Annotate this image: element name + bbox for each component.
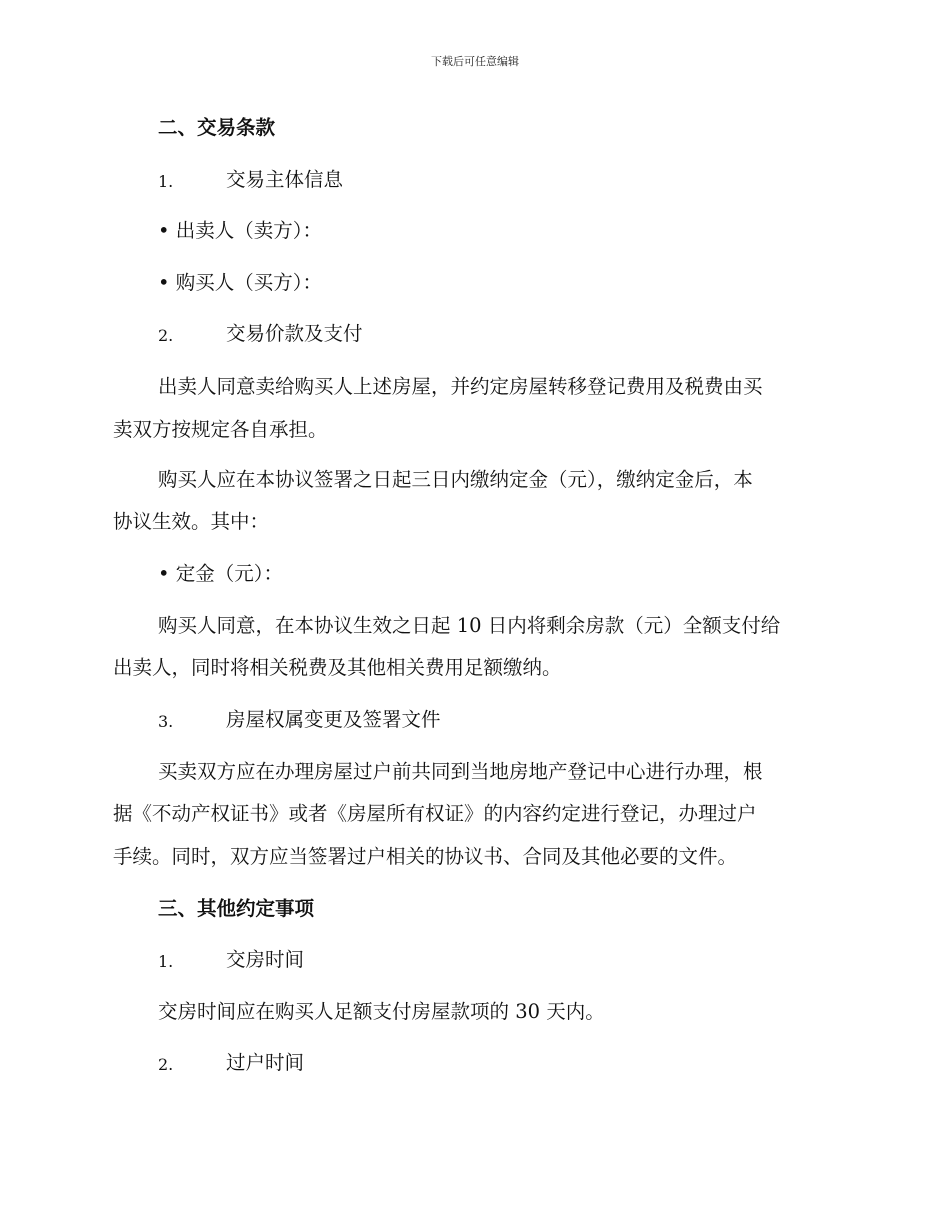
paragraph-line: 协议生效。其中： — [113, 510, 270, 533]
item-title: 交易价款及支付 — [226, 322, 363, 345]
item-title: 交房时间 — [226, 948, 305, 971]
paragraph-line: 出卖人，同时将相关税费及其他相关费用足额缴纳。 — [113, 656, 562, 679]
seller-line: • 出卖人（卖方）： — [158, 219, 322, 242]
paragraph-line: 买卖双方应在办理房屋过户前共同到当地房地产登记中心进行办理，根 — [158, 760, 763, 783]
item-title: 过户时间 — [226, 1051, 305, 1074]
item-title: 房屋权属变更及签署文件 — [226, 708, 441, 731]
item-number: 2. — [158, 1055, 174, 1074]
section-heading-trade-terms: 二、交易条款 — [158, 116, 276, 139]
paragraph-line: 购买人同意，在本协议生效之日起 10 日内将剩余房款（元）全额支付给 — [158, 614, 781, 637]
item-number: 1. — [158, 172, 174, 191]
buyer-line: • 购买人（买方）： — [158, 271, 322, 294]
page-header: 下载后可任意编辑 — [431, 55, 519, 68]
paragraph-line: 据《不动产权证书》或者《房屋所有权证》的内容约定进行登记，办理过户 — [113, 802, 757, 825]
item-number: 3. — [158, 712, 174, 731]
paragraph-line: 手续。同时，双方应当签署过户相关的协议书、合同及其他必要的文件。 — [113, 845, 738, 868]
item-number: 2. — [158, 326, 174, 345]
paragraph-line: 购买人应在本协议签署之日起三日内缴纳定金（元），缴纳定金后，本 — [158, 468, 753, 491]
section-heading-other-terms: 三、其他约定事项 — [158, 897, 315, 920]
item-number: 1. — [158, 952, 174, 971]
paragraph-line: 卖双方按规定各自承担。 — [113, 418, 328, 441]
item-title: 交易主体信息 — [226, 168, 344, 191]
paragraph-line: 出卖人同意卖给购买人上述房屋，并约定房屋转移登记费用及税费由买 — [158, 375, 763, 398]
deposit-line: • 定金（元）： — [158, 562, 283, 585]
paragraph-line: 交房时间应在购买人足额支付房屋款项的 30 天内。 — [158, 1000, 605, 1023]
